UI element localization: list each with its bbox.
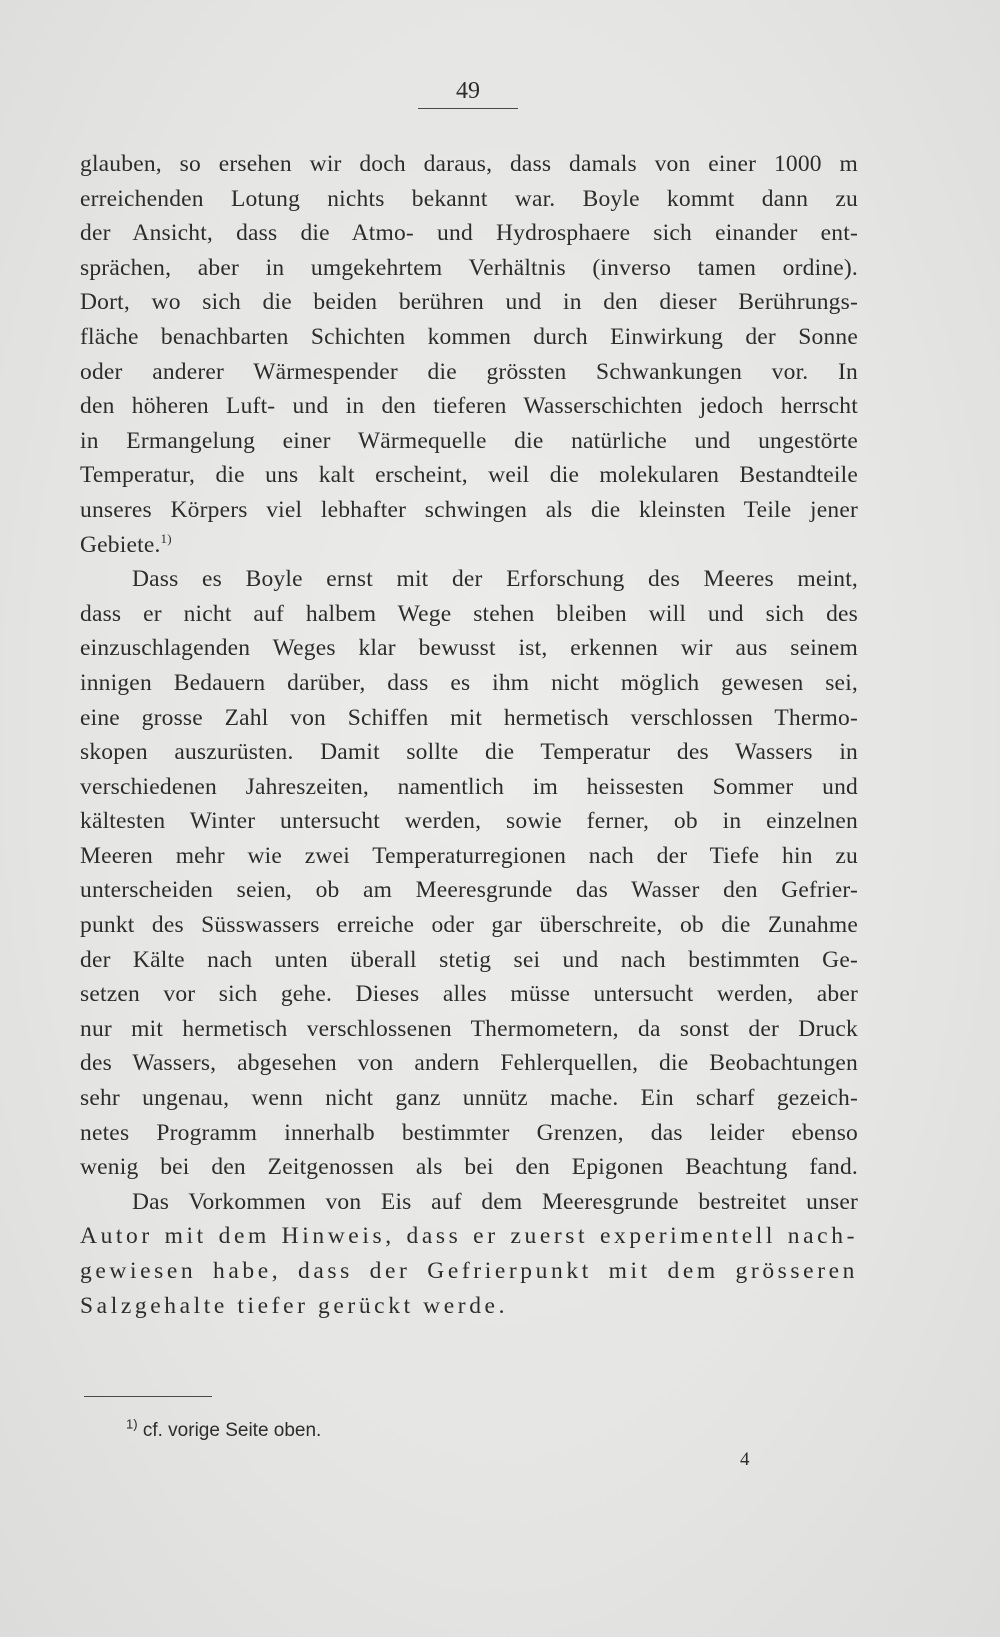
text-line — [80, 1150, 858, 1185]
text-line — [80, 285, 858, 320]
text-line — [80, 147, 858, 182]
text-line — [80, 839, 858, 874]
text-line — [80, 216, 858, 251]
text-line-content: Das Vorkommen von Eis auf dem Meeresgrunde bestreitet unser — [132, 1188, 858, 1215]
text-line-content: innigen Bedauern darüber, dass es ihm nicht möglich gewesen sei, — [80, 669, 858, 696]
text-line — [80, 735, 858, 770]
text-line — [80, 458, 858, 493]
text-line-content: oder anderer Wärmespender die grössten Schwankungen vor. In — [80, 358, 858, 385]
text-line — [80, 493, 858, 528]
signature-mark: 4 — [740, 1449, 750, 1470]
text-line-content: sehr ungenau, wenn nicht ganz unnütz mache. Ein scharf gezeich- — [80, 1085, 858, 1112]
text-line-content: unseres Körpers viel lebhafter schwingen als die kleinsten Teile jener — [80, 496, 858, 523]
text-line — [80, 1081, 858, 1116]
text-line-content: dass er nicht auf halbem Wege stehen bleiben will und sich des — [80, 600, 858, 627]
text-line-content: erreichenden Lotung nichts bekannt war. Boyle kommt dann zu — [80, 185, 858, 212]
text-line — [80, 389, 858, 424]
text-line-content: Dass es Boyle ernst mit der Erforschung des Meeres meint, — [132, 566, 858, 593]
text-line — [80, 182, 858, 217]
text-line-content: kältesten Winter untersucht werden, sowie ferner, ob in einzelnen — [80, 808, 858, 835]
text-line — [80, 908, 858, 943]
body-text — [80, 147, 858, 1323]
text-line-content: den höheren Luft- und in den tieferen Wasserschichten jedoch herrscht — [80, 393, 858, 420]
text-line-content: verschiedenen Jahreszeiten, namentlich im heissesten Sommer und — [80, 773, 858, 800]
text-line — [80, 770, 858, 805]
text-line-content: setzen vor sich gehe. Dieses alles müsse untersucht werden, aber — [80, 981, 858, 1008]
text-line-content: in Ermangelung einer Wärmequelle die natürliche und ungestörte — [80, 427, 858, 454]
text-line — [80, 631, 858, 666]
text-line-content: Temperatur, die uns kalt erscheint, weil die molekularen Bestandteile — [80, 462, 858, 489]
footnote — [126, 1417, 321, 1445]
text-line-content: Salzgehalte tiefer gerückt werde. — [80, 1292, 509, 1319]
footnote-reference: 1) — [160, 530, 172, 546]
text-line — [80, 873, 858, 908]
text-line-content: einzuschlagenden Weges klar bewusst ist, erkennen wir aus seinem — [80, 635, 858, 662]
text-line — [80, 943, 858, 978]
text-line-content: des Wassers, abgesehen von andern Fehlerquellen, die Beobachtungen — [80, 1050, 858, 1077]
text-line-content: punkt des Süsswassers erreiche oder gar überschreite, ob die Zunahme — [80, 912, 858, 939]
text-line — [80, 355, 858, 390]
footnote-text: cf. vorige Seite oben. — [142, 1420, 322, 1441]
text-line — [80, 666, 858, 701]
text-line — [80, 251, 858, 286]
text-line — [80, 424, 858, 459]
text-line — [80, 1116, 858, 1151]
text-line — [80, 528, 858, 563]
text-line — [80, 1254, 858, 1289]
text-line-content: eine grosse Zahl von Schiffen mit hermetisch verschlossen Thermo- — [80, 704, 858, 731]
text-line-content: netes Programm innerhalb bestimmter Grenzen, das leider ebenso — [80, 1119, 858, 1146]
footnote-rule — [84, 1396, 212, 1397]
text-line-content: sprächen, aber in umgekehrtem Verhältnis (inverso tamen ordine). — [80, 254, 858, 281]
text-line-content: unterscheiden seien, ob am Meeresgrunde das Wasser den Gefrier- — [80, 877, 858, 904]
text-line — [80, 1046, 858, 1081]
text-line — [80, 1185, 858, 1220]
text-line-content: der Kälte nach unten überall stetig sei und nach bestimmten Ge- — [80, 946, 858, 973]
text-line — [80, 701, 858, 736]
text-line-content: Gebiete. — [80, 531, 161, 558]
text-line — [80, 1012, 858, 1047]
page-number: 49 — [456, 78, 480, 104]
text-line — [80, 562, 858, 597]
text-line-content: skopen auszurüsten. Damit sollte die Temperatur des Wassers in — [80, 739, 858, 766]
text-line-content: nur mit hermetisch verschlossenen Thermometern, da sonst der Druck — [80, 1015, 858, 1042]
text-line — [80, 1219, 858, 1254]
text-line-content: der Ansicht, dass die Atmo- und Hydrosphaere sich einander ent- — [80, 220, 858, 247]
text-line — [80, 320, 858, 355]
text-line-content: fläche benachbarten Schichten kommen durch Einwirkung der Sonne — [80, 323, 858, 350]
text-line-content: glauben, so ersehen wir doch daraus, dass damals von einer 1000 m — [80, 151, 858, 177]
text-line-content: Meeren mehr wie zwei Temperaturregionen nach der Tiefe hin zu — [80, 842, 858, 869]
text-line-content: wenig bei den Zeitgenossen als bei den Epigonen Beachtung fand. — [80, 1154, 858, 1181]
header-rule — [418, 108, 518, 109]
text-line-content: gewiesen habe, dass der Gefrierpunkt mit dem grösseren — [80, 1258, 858, 1284]
text-line — [80, 597, 858, 632]
text-line — [80, 804, 858, 839]
footnote-mark: 1) — [126, 1416, 138, 1432]
text-line — [80, 977, 858, 1012]
text-line — [80, 1289, 858, 1324]
text-line-content: Autor mit dem Hinweis, dass er zuerst experimentell nach- — [80, 1223, 858, 1250]
text-line-content: Dort, wo sich die beiden berühren und in den dieser Berührungs- — [80, 289, 858, 316]
